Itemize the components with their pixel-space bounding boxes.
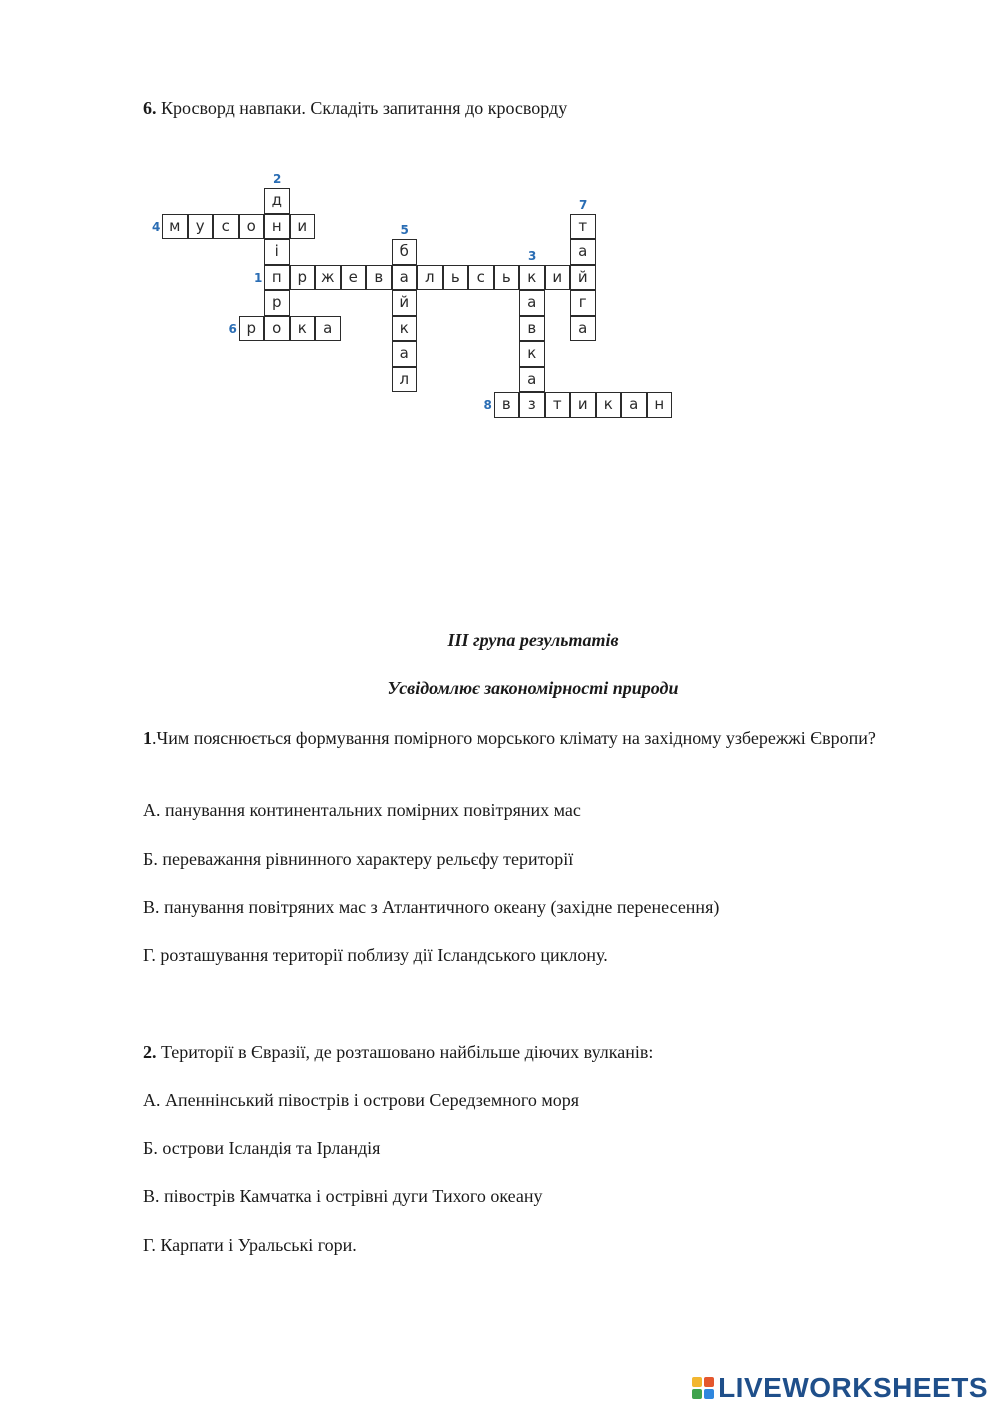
logo-square-2 — [704, 1377, 714, 1387]
crossword-cell: а — [315, 316, 341, 342]
clue-number-4: 4 — [152, 219, 161, 234]
crossword-cell: з — [519, 392, 545, 418]
question-2-text: Території в Євразії, де розташовано найбільше діючих вулканів: — [156, 1042, 654, 1062]
crossword-cell: р — [290, 265, 316, 291]
crossword-cell: а — [570, 316, 596, 342]
logo-square-4 — [704, 1389, 714, 1399]
question-2 — [143, 1040, 653, 1064]
crossword-cell: а — [570, 239, 596, 265]
crossword-cell: с — [213, 214, 239, 240]
clue-number-5: 5 — [400, 223, 409, 237]
clue-number-8: 8 — [483, 398, 492, 412]
crossword-cell: ь — [494, 265, 520, 291]
crossword-cell: к — [290, 316, 316, 342]
question-1 — [143, 726, 903, 750]
crossword-cell: м — [162, 214, 188, 240]
clue-number-1: 1 — [254, 270, 263, 285]
crossword-cell: ь — [443, 265, 469, 291]
clue-number-2: 2 — [273, 172, 282, 186]
liveworksheets-logo-icon — [692, 1377, 714, 1399]
question-2-option-b: Б. острови Ісландія та Ірландія — [143, 1138, 381, 1158]
crossword-cell: т — [570, 214, 596, 240]
crossword-cell: в — [366, 265, 392, 291]
crossword-cell: с — [468, 265, 494, 291]
task-6-number: 6. — [143, 98, 157, 118]
crossword-cell: й — [392, 290, 418, 316]
crossword-cell: п — [264, 265, 290, 291]
crossword-cell: к — [519, 341, 545, 367]
crossword-cell: и — [545, 265, 571, 291]
section-title: ІІІ група результатів — [447, 630, 619, 650]
crossword-cell: о — [239, 214, 265, 240]
crossword-cell: і — [264, 239, 290, 265]
crossword-cell: е — [341, 265, 367, 291]
crossword-cell: а — [392, 341, 418, 367]
crossword-cell: н — [647, 392, 673, 418]
crossword-cell: и — [570, 392, 596, 418]
question-1-number: 1 — [143, 728, 152, 748]
logo-square-3 — [692, 1389, 702, 1399]
clue-number-6: 6 — [228, 321, 237, 336]
crossword-cell: к — [596, 392, 622, 418]
crossword-cell: г — [570, 290, 596, 316]
crossword-cell: в — [519, 316, 545, 342]
crossword-cell: б — [392, 239, 418, 265]
clue-number-7: 7 — [579, 197, 588, 212]
crossword-cell: л — [417, 265, 443, 291]
liveworksheets-watermark — [692, 1372, 988, 1404]
question-2-option-c: В. півострів Камчатка і острівні дуги Тихого океану — [143, 1186, 543, 1206]
crossword-cell: р — [239, 316, 265, 342]
crossword-cell: в — [494, 392, 520, 418]
question-2-option-a: А. Апеннінський півострів і острови Середземного моря — [143, 1090, 579, 1110]
question-1-option-c: В. панування повітряних мас з Атлантичного океану (західне перенесення) — [143, 897, 720, 917]
crossword-cell: й — [570, 265, 596, 291]
crossword-cell: а — [519, 290, 545, 316]
question-1-option-a: А. панування континентальних помірних повітряних мас — [143, 800, 581, 820]
clue-number-3: 3 — [528, 248, 537, 263]
task-6-text: Кросворд навпаки. Складіть запитання до кросворду — [156, 98, 568, 118]
logo-square-1 — [692, 1377, 702, 1387]
question-2-option-d: Г. Карпати і Уральські гори. — [143, 1235, 357, 1255]
question-1-text: .Чим пояснюється формування помірного морського клімату на західному узбережжі Європи? — [152, 728, 876, 748]
crossword — [0, 0, 1000, 460]
crossword-cell: т — [545, 392, 571, 418]
crossword-cell: к — [392, 316, 418, 342]
liveworksheets-brand: LIVEWORKSHEETS — [718, 1372, 988, 1403]
question-2-number: 2. — [143, 1042, 157, 1062]
crossword-cell: о — [264, 316, 290, 342]
question-1-option-d: Г. розташування території поблизу дії Ісландського циклону. — [143, 945, 608, 965]
crossword-cell: а — [621, 392, 647, 418]
section-subtitle: Усвідомлює закономірності природи — [387, 678, 679, 698]
crossword-cell: у — [188, 214, 214, 240]
question-1-option-b: Б. переважання рівнинного характеру рельєфу території — [143, 849, 574, 869]
crossword-cell: р — [264, 290, 290, 316]
crossword-cell: а — [519, 367, 545, 393]
crossword-cell: д — [264, 188, 290, 214]
crossword-cell: а — [392, 265, 418, 291]
crossword-cell: н — [264, 214, 290, 240]
crossword-cell: л — [392, 367, 418, 393]
crossword-cell: и — [290, 214, 316, 240]
crossword-cell: к — [519, 265, 545, 291]
crossword-cell: ж — [315, 265, 341, 291]
